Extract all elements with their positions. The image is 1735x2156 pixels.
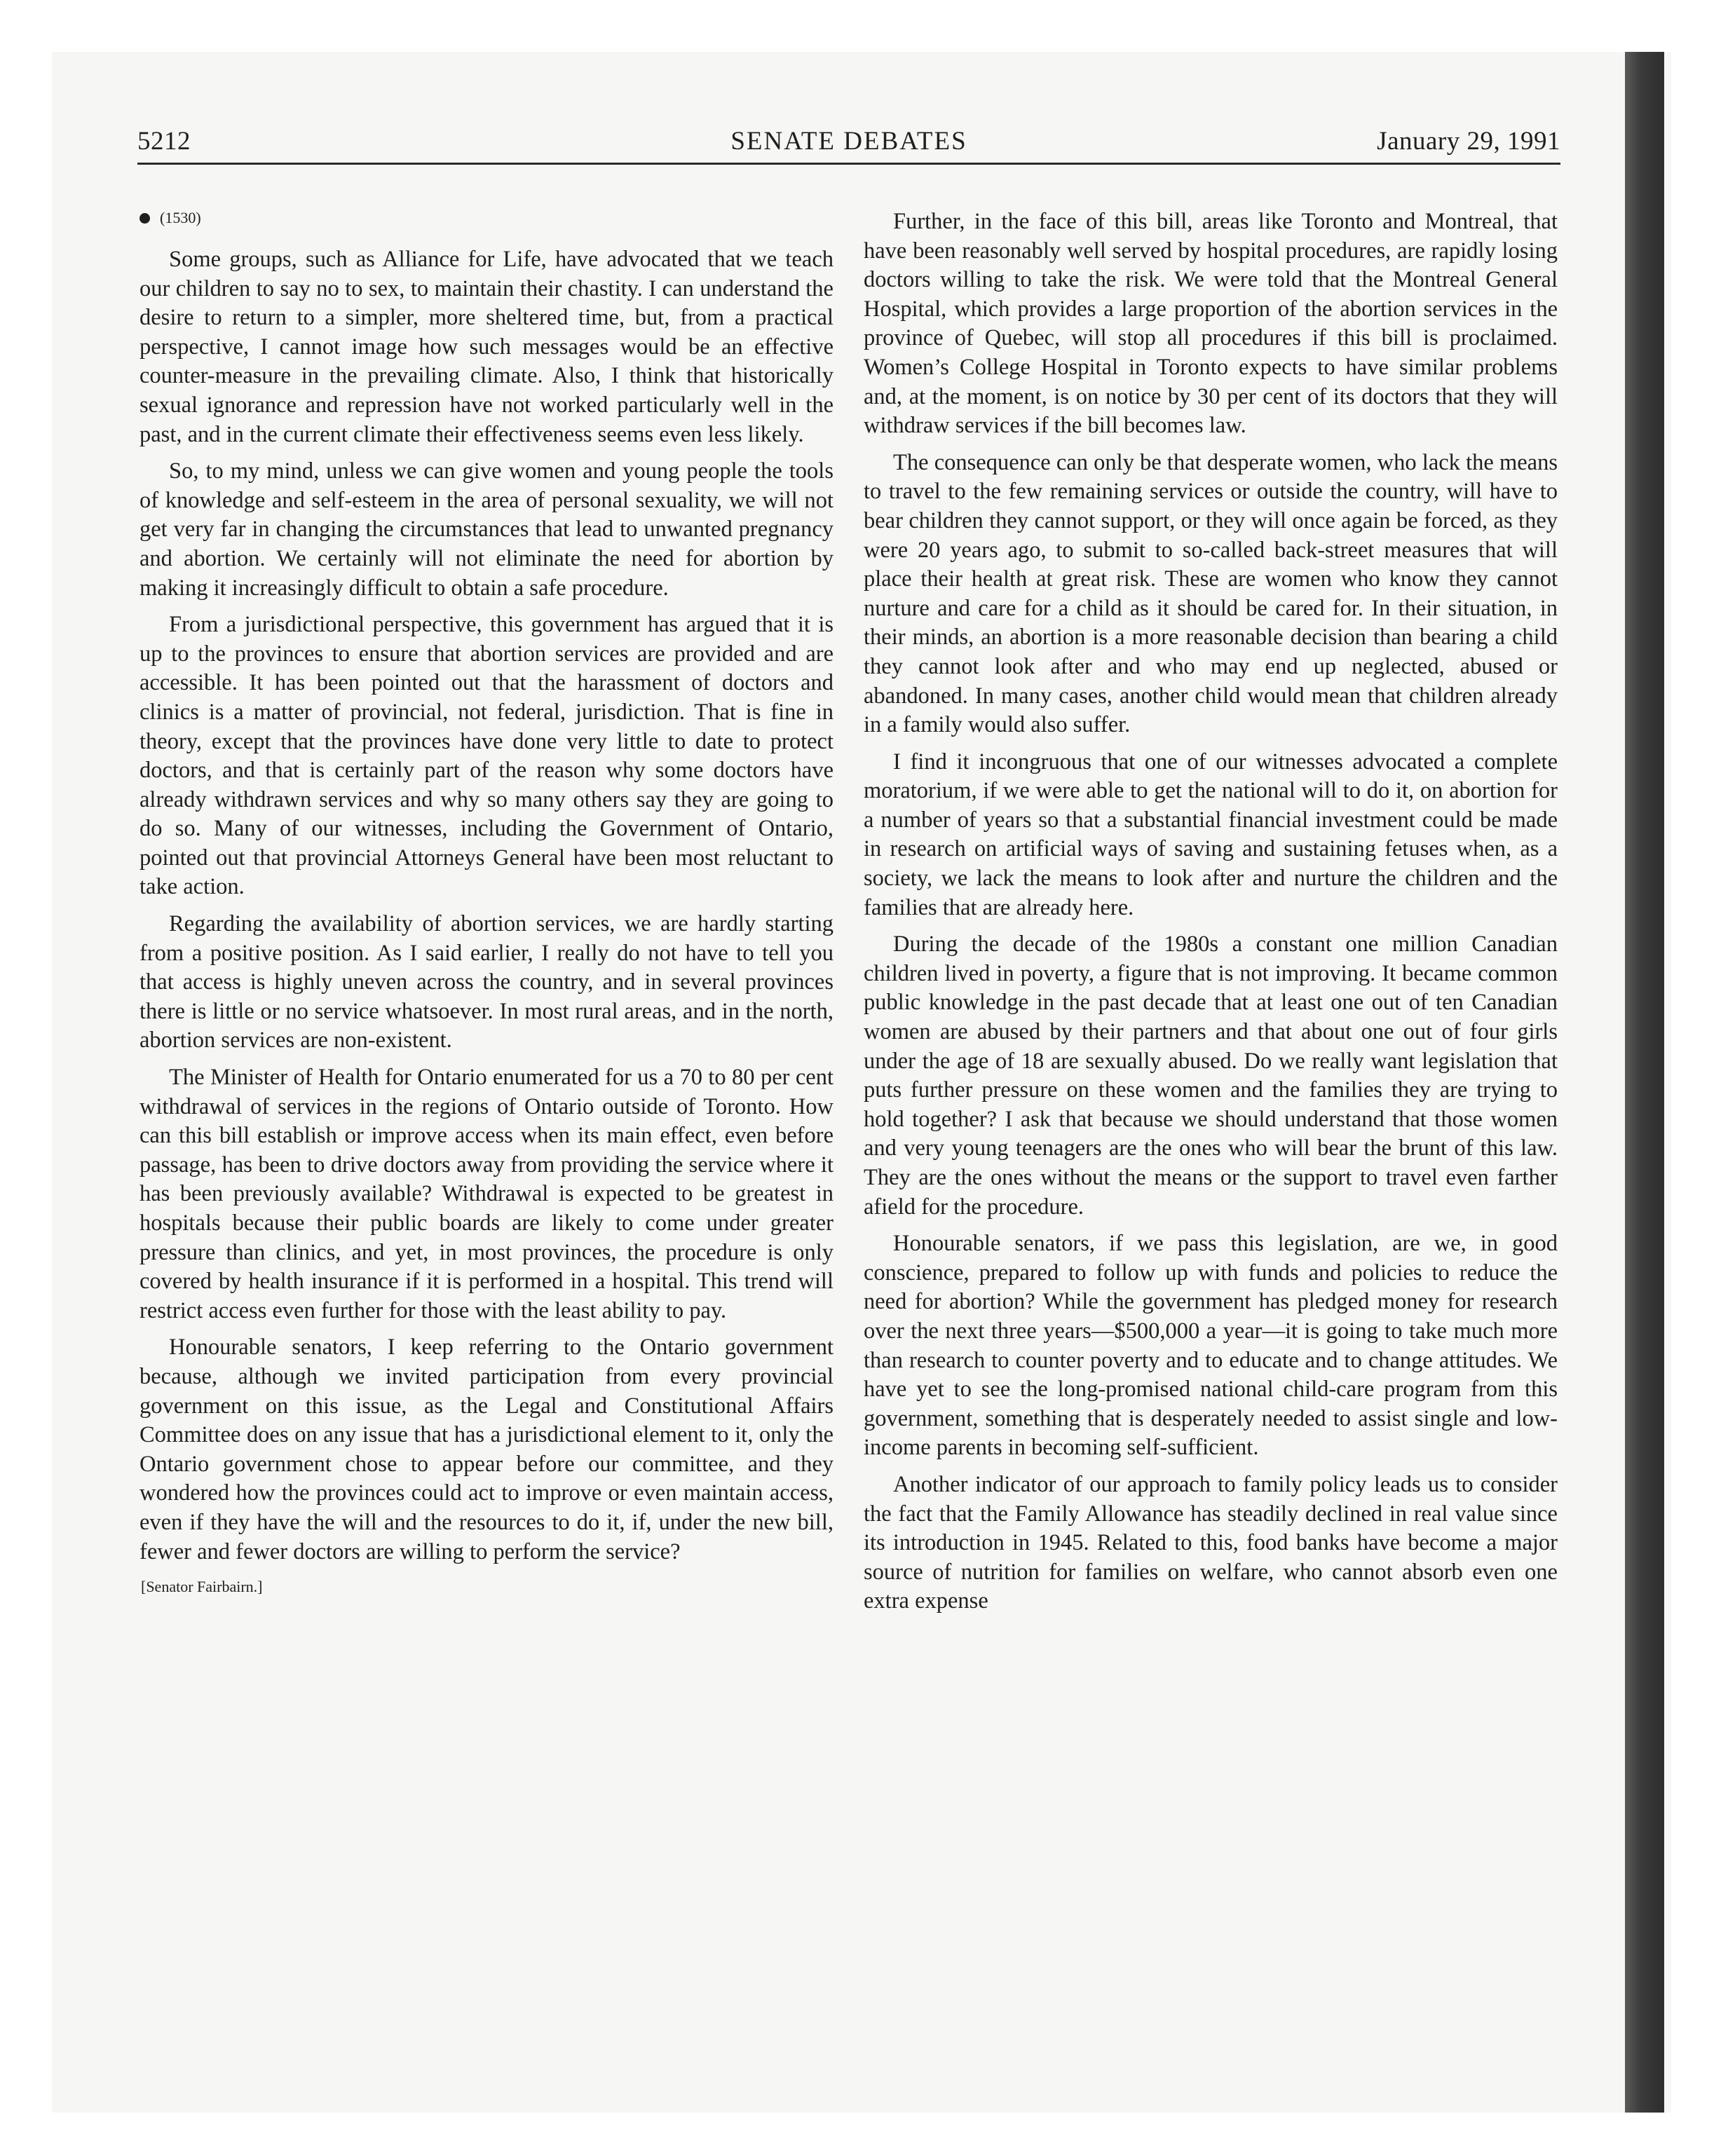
- right-column: [864, 207, 1558, 1624]
- page-header: [137, 126, 1560, 165]
- paragraph: I find it incongruous that one of our witnesses advocated a complete moratorium, if we were able to get the national will to do it, on abortion for a number of years so that a substantial financial investment could be made in research on artificial ways of saving and sustaining fetuses when, as a society, we lack the means to look after and nurture the children and the families that are already here.: [864, 749, 1558, 920]
- scan-binding-edge: [1625, 52, 1664, 2113]
- publication-title: SENATE DEBATES: [730, 127, 967, 156]
- timestamp-marker: [140, 207, 834, 228]
- paragraph: The Minister of Health for Ontario enumerated for us a 70 to 80 per cent withdrawal of services in the regions of Ontario outside of Toronto. How can this bill establish or improve access when its main effect, even before passage, has been to drive doctors away from providing the service where it has been previously available? Withdrawal is expected to be greatest in hospitals because their public boards are likely to come under greater pressure than clinics, and yet, in most provinces, the procedure is only covered by health insurance if it is performed in a hospital. This trend will restrict access even further for those with the least ability to pay.: [140, 1065, 834, 1323]
- page-number: 5212: [137, 127, 191, 156]
- paragraph: Honourable senators, if we pass this legislation, are we, in good conscience, prepared to follow up with funds and policies to reduce the need for abortion? While the government has pledged money for research over the next three years—$500,000 a year—it is going to take much more than research to counter poverty and to educate and to change attitudes. We have yet to see the long-promised national child-care program from this government, something that is desperately needed to assist single and low-income parents in becoming self-sufficient.: [864, 1231, 1558, 1461]
- paragraph: So, to my mind, unless we can give women and young people the tools of knowledge and self-esteem in the area of personal sexuality, we will not get very far in changing the circumstances that lead to unwanted pregnancy and abortion. We certainly will not eliminate the need for abortion by making it increasingly difficult to obtain a safe procedure.: [140, 458, 834, 601]
- publication-date: January 29, 1991: [1377, 127, 1560, 156]
- speaker-attribution: [Senator Fairbairn.]: [141, 1578, 263, 1596]
- paragraph: During the decade of the 1980s a constant one million Canadian children lived in poverty, a figure that is not improving. It became common public knowledge in the past decade that at least one out of ten Canadian women are abused by their partners and that about one out of four girls under the age of 18 are sexually abused. Do we really want legislation that puts further pressure on these women and the families they are trying to hold together? I ask that because we should understand that those women and very young teenagers are the ones who will bear the brunt of this law. They are the ones without the means or the support to travel even farther afield for the procedure.: [864, 932, 1558, 1220]
- paragraph: Further, in the face of this bill, areas like Toronto and Montreal, that have been reasonably well served by hospital procedures, are rapidly losing doctors willing to take the risk. We were told that the Montreal General Hospital, which provides a large proportion of the abortion services in the province of Quebec, will stop all procedures if this bill is proclaimed. Women’s College Hospital in Toronto expects to have similar problems and, at the moment, is on notice by 30 per cent of its doctors that they will withdraw services if the bill becomes law.: [864, 209, 1558, 439]
- header-rule: [137, 163, 1560, 165]
- left-column: [140, 207, 834, 1597]
- paragraph: Another indicator of our approach to family policy leads us to consider the fact that the Family Allowance has steadily declined in real value since its introduction in 1945. Related to this, food banks have become a major source of nutrition for families on welfare, who cannot absorb even one extra expense: [864, 1471, 1558, 1614]
- paragraph: From a jurisdictional perspective, this government has argued that it is up to the provinces to ensure that abortion services are provided and are accessible. It has been pointed out that the harassment of doctors and clinics is a matter of provincial, not federal, jurisdiction. That is fine in theory, except that the provinces have done very little to date to protect doctors, and that is certainly part of the reason why some doctors have already withdrawn services and why so many others say they are going to do so. Many of our witnesses, including the Government of Ontario, pointed out that provincial Attorneys General have been most reluctant to take action.: [140, 612, 834, 900]
- timestamp: (1530): [160, 209, 201, 226]
- bullet-icon: [140, 213, 150, 224]
- paragraph: Honourable senators, I keep referring to the Ontario government because, although we invited participation from every provincial government on this issue, as the Legal and Constitutional Affairs Committee does on any issue that has a jurisdictional element to it, only the Ontario government chose to appear before our committee, and they wondered how the provinces could act to improve or even maintain access, even if they have the will and the resources to do it, if, under the new bill, fewer and fewer doctors are willing to perform the service?: [140, 1335, 834, 1564]
- paragraph: The consequence can only be that desperate women, who lack the means to travel to the few remaining services or outside the country, will have to bear children they cannot support, or they will once again be forced, as they were 20 years ago, to submit to so-called back-street measures that will place their health at great risk. These are women who know they cannot nurture and care for a child as it should be cared for. In their situation, in their minds, an abortion is a more reasonable decision than bearing a child they cannot look after and who may end up neglected, abused or abandoned. In many cases, another child would mean that children already in a family would also suffer.: [864, 449, 1558, 738]
- paragraph: Some groups, such as Alliance for Life, have advocated that we teach our children to say no to sex, to maintain their chastity. I can understand the desire to return to a simpler, more sheltered time, but, from a practical perspective, I cannot image how such messages would be an effective counter-measure in the prevailing climate. Also, I think that historically sexual ignorance and repression have not worked particularly well in the past, and in the current climate their effectiveness seems even less likely.: [140, 247, 834, 447]
- paragraph: Regarding the availability of abortion services, we are hardly starting from a positive position. As I said earlier, I really do not have to tell you that access is highly uneven across the country, and in several provinces there is little or no service whatsoever. In most rural areas, and in the north, abortion services are non-existent.: [140, 911, 834, 1053]
